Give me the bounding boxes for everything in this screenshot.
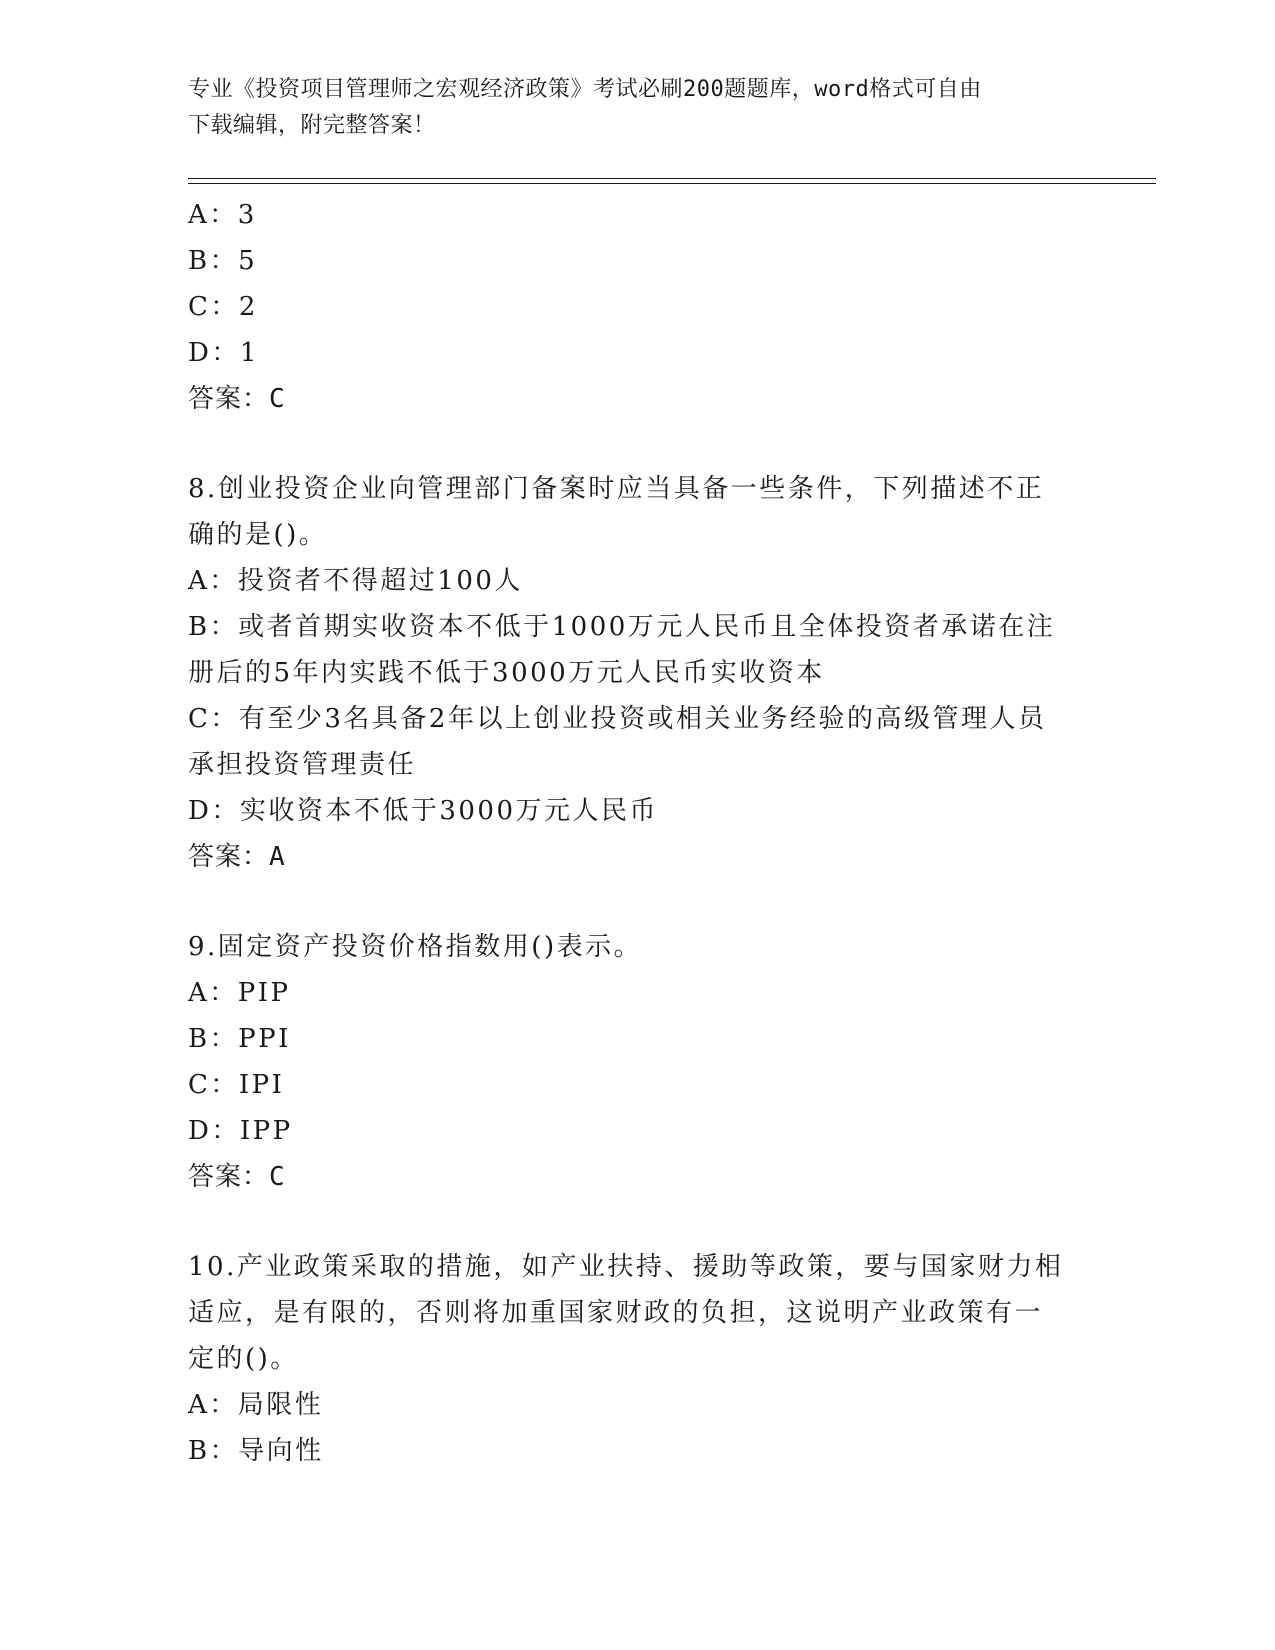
question-content: [188, 192, 1088, 1474]
option-d: D：IPP: [188, 1116, 293, 1146]
option-b: B：5: [188, 246, 258, 276]
answer-line: 答案：C: [188, 1162, 286, 1192]
document-header: [188, 72, 1068, 144]
option-a: A：PIP: [188, 978, 291, 1008]
question-8: [188, 466, 1088, 880]
option-a: A：局限性: [188, 1390, 324, 1420]
header-divider-top: [188, 178, 1156, 179]
question-stem-continued: 适应，是有限的，否则将加重国家财政的负担，这说明产业政策有一: [188, 1298, 1044, 1328]
header-divider-bottom: [188, 183, 1156, 184]
question-7: [188, 192, 1088, 422]
option-b-continued: 册后的5年内实践不低于3000万元人民币实收资本: [188, 658, 825, 688]
question-stem: 9.固定资产投资价格指数用()表示。: [188, 932, 643, 962]
question-stem-continued: 定的()。: [188, 1344, 299, 1374]
question-stem-continued: 确的是()。: [188, 520, 328, 550]
option-b: B：PPI: [188, 1024, 291, 1054]
header-subtitle-line: 下载编辑，附完整答案！: [188, 113, 436, 138]
answer-line: 答案：A: [188, 842, 286, 872]
option-c: C：2: [188, 292, 258, 322]
option-d: D：实收资本不低于3000万元人民币: [188, 796, 659, 826]
header-title-line: 专业《投资项目管理师之宏观经济政策》考试必刷200题题库，word格式可自由: [188, 77, 982, 102]
option-d: D：1: [188, 338, 259, 368]
option-c: C：IPI: [188, 1070, 285, 1100]
option-a: A：投资者不得超过100人: [188, 566, 523, 596]
question-9: [188, 924, 1088, 1200]
option-b: B：导向性: [188, 1436, 324, 1466]
question-10: [188, 1244, 1088, 1474]
option-c-continued: 承担投资管理责任: [188, 750, 417, 780]
question-stem: 10.产业政策采取的措施，如产业扶持、援助等政策，要与国家财力相: [188, 1252, 1064, 1282]
option-c: C：有至少3名具备2年以上创业投资或相关业务经验的高级管理人员: [188, 704, 1047, 734]
answer-line: 答案：C: [188, 384, 286, 414]
option-a: A：3: [188, 200, 257, 230]
question-stem: 8.创业投资企业向管理部门备案时应当具备一些条件，下列描述不正: [188, 474, 1045, 504]
option-b: B：或者首期实收资本不低于1000万元人民币且全体投资者承诺在注: [188, 612, 1056, 642]
